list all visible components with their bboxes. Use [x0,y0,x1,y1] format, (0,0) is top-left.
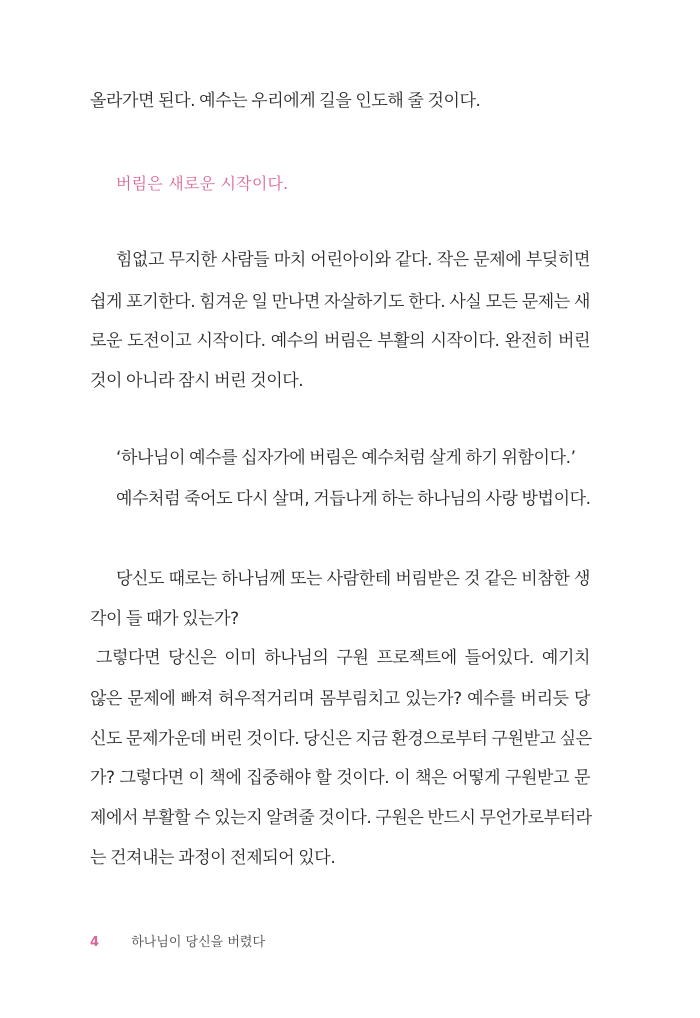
paragraph-line: 신도 문제가운데 버린 것이다. 당신은 지금 환경으로부터 구원받고 싶은 [90,729,592,749]
running-title: 하나님이 당신을 버렸다 [131,935,266,950]
paragraph-line: 예수처럼 죽어도 다시 살며, 거듭나게 하는 하나님의 사랑 방법이다. [116,489,591,509]
paragraph-line: 그렇다면 당신은 이미 하나님의 구원 프로젝트에 들어있다. 예기치 [96,648,590,668]
page-number: 4 [90,935,100,950]
paragraph-line: 각이 들 때가 있는가? [90,609,239,629]
paragraph-line: 쉽게 포기한다. 힘겨운 일 만나면 자살하기도 한다. 사실 모든 문제는 새 [90,292,590,312]
paragraph-line: 가? 그렇다면 이 책에 집중해야 할 것이다. 이 책은 어떻게 구원받고 문 [90,768,590,788]
paragraph-line: 힘없고 무지한 사람들 마치 어린아이와 같다. 작은 문제에 부딪히면 [116,250,590,270]
paragraph-line: 제에서 부활할 수 있는지 알려줄 것이다. 구원은 반드시 무언가로부터라 [90,808,592,828]
paragraph-line: 않은 문제에 빠져 허우적거리며 몸부림치고 있는가? 예수를 버리듯 당 [90,689,590,709]
paragraph-line: 는 건져내는 과정이 전제되어 있다. [90,848,336,868]
section-heading: 버림은 새로운 시작이다. [116,174,289,193]
page-footer [90,934,265,952]
paragraph-line: 올라가면 된다. 예수는 우리에게 길을 인도해 줄 것이다. [90,91,481,111]
paragraph-line: 것이 아니라 잠시 버린 것이다. [90,371,304,391]
paragraph-line: 당신도 때로는 하나님께 또는 사람한테 버림받은 것 같은 비참한 생 [116,569,590,589]
quote-line: ‘하나님이 예수를 십자가에 버림은 예수처럼 살게 하기 위함이다.’ [116,448,576,468]
paragraph-line: 로운 도전이고 시작이다. 예수의 버림은 부활의 시작이다. 완전히 버린 [90,331,590,351]
